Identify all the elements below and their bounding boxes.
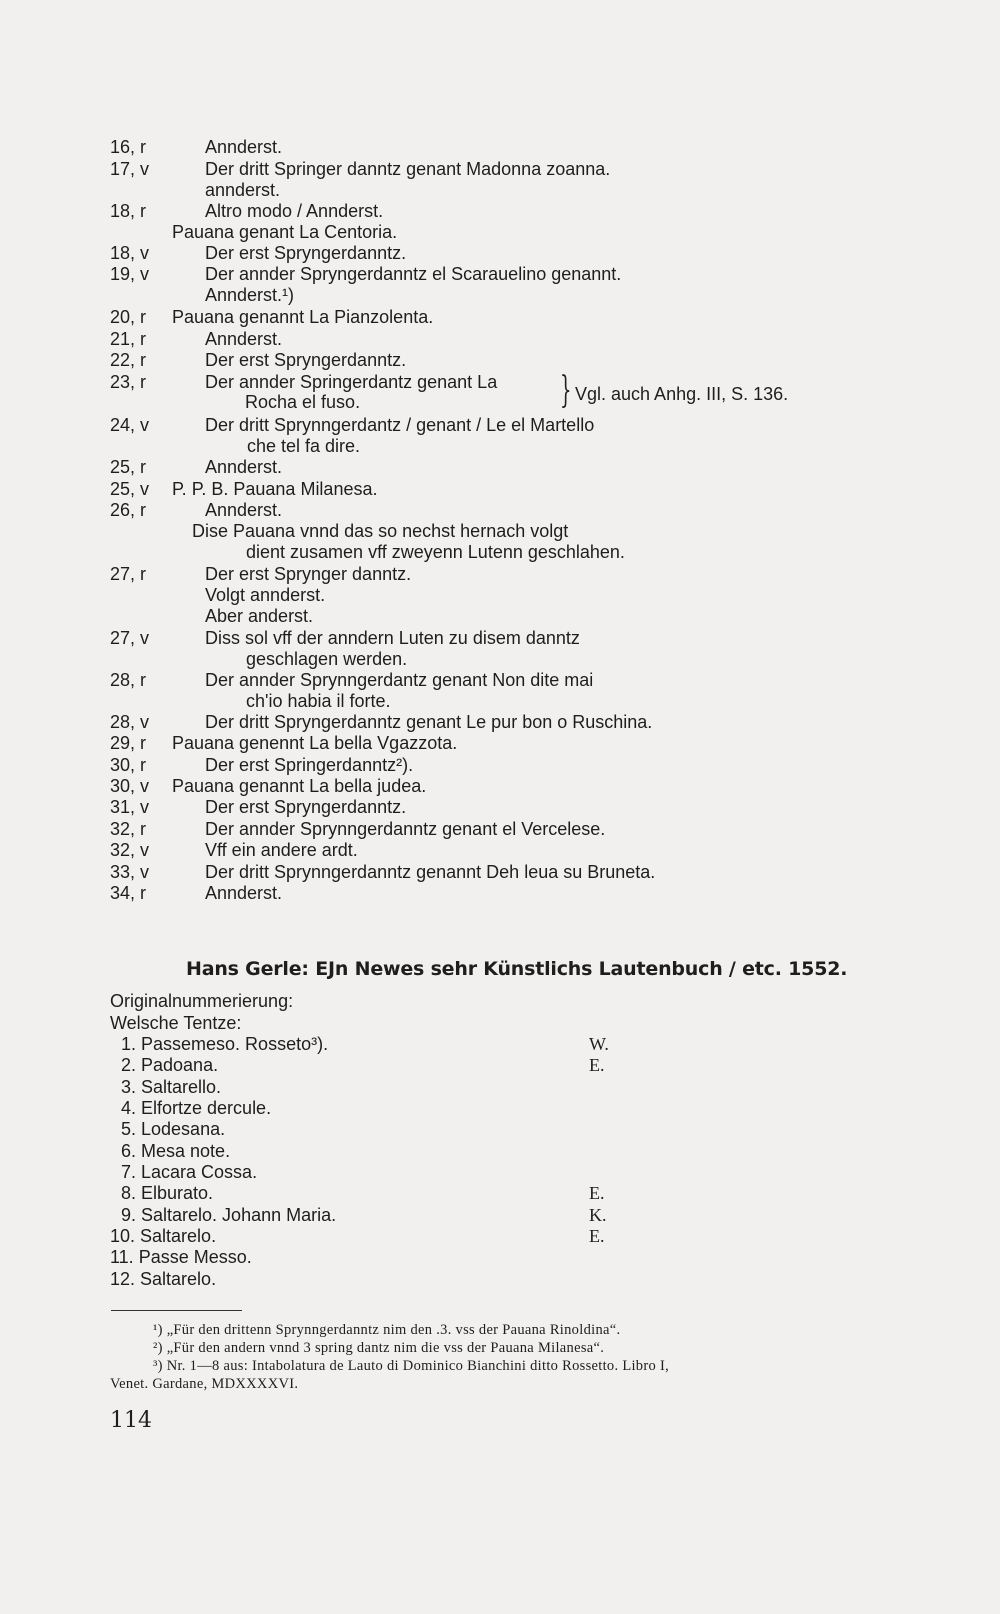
folio-number: 28, r: [110, 670, 147, 690]
entry-text: P. P. B. Pauana Milanesa.: [172, 479, 378, 499]
page-number: 114: [110, 1408, 152, 1433]
source-mark: E.: [589, 1055, 605, 1075]
list-item: 6. Mesa note.: [121, 1141, 231, 1161]
folio-number: 19, v: [110, 264, 150, 284]
folio-number: 29, r: [110, 733, 147, 753]
entry-text: Vff ein andere ardt.: [205, 840, 358, 860]
entry-text: Diss sol vff der anndern Luten zu disem danntz: [205, 628, 580, 648]
source-mark: K.: [589, 1205, 607, 1225]
folio-number: 26, r: [110, 500, 147, 520]
folio-number: 33, v: [110, 862, 150, 882]
folio-number: 24, v: [110, 415, 150, 435]
footnote-3-continued: Venet. Gardane, MDXXXXVI.: [110, 1376, 299, 1392]
entry-text: Annderst.: [205, 457, 283, 477]
list-item: 5. Lodesana.: [121, 1119, 226, 1139]
folio-number: 21, r: [110, 329, 147, 349]
list-item: 4. Elfortze dercule.: [121, 1098, 272, 1118]
footnote-2: ²) „Für den andern vnnd 3 spring dantz nim die vss der Pauana Milanesa“.: [153, 1340, 605, 1356]
list-item: 2. Padoana.: [121, 1055, 219, 1075]
folio-number: 17, v: [110, 159, 150, 179]
folio-number: 18, r: [110, 201, 147, 221]
entry-text: Der annder Spryngerdanntz el Scarauelino genannt.: [205, 264, 622, 284]
folio-number: 32, r: [110, 819, 147, 839]
entry-text: Der dritt Sprynngerdantz / genant / Le el Martello: [205, 415, 595, 435]
folio-number: 27, v: [110, 628, 150, 648]
entry-text: Pauana genannt La Pianzolenta.: [172, 307, 434, 327]
entry-text: ch'io habia il forte.: [246, 691, 391, 711]
folio-number: 32, v: [110, 840, 150, 860]
footnote-divider: [111, 1310, 242, 1311]
entry-text: Volgt annderst.: [205, 585, 326, 605]
entry-text: Der dritt Springer danntz genant Madonna zoanna.: [205, 159, 611, 179]
entry-text: annderst.: [205, 180, 281, 200]
folio-number: 23, r: [110, 372, 147, 392]
entry-text: Annderst.: [205, 500, 283, 520]
entry-text: Der erst Spryngerdanntz.: [205, 350, 407, 370]
list-item: 7. Lacara Cossa.: [121, 1162, 258, 1182]
list-item: 3. Saltarello.: [121, 1077, 222, 1097]
list-item: 1. Passemeso. Rosseto³).: [121, 1034, 329, 1054]
entry-text: Annderst.: [205, 329, 283, 349]
folio-number: 16, r: [110, 137, 147, 157]
section-subtitle: Originalnummerierung:: [110, 991, 294, 1011]
entry-text: Annderst.: [205, 137, 283, 157]
brace-icon: }: [560, 370, 572, 411]
section-subtitle: Welsche Tentze:: [110, 1013, 242, 1033]
source-mark: E.: [589, 1183, 605, 1203]
entry-text: Der erst Spryngerdanntz.: [205, 243, 407, 263]
footnote-1: ¹) „Für den drittenn Sprynngerdanntz nim den .3. vss der Pauana Rinoldina“.: [153, 1322, 621, 1338]
folio-number: 25, r: [110, 457, 147, 477]
entry-text: Dise Pauana vnnd das so nechst hernach volgt: [192, 521, 569, 541]
entry-text: Der erst Sprynger danntz.: [205, 564, 412, 584]
folio-number: 34, r: [110, 883, 147, 903]
list-item: 12. Saltarelo.: [110, 1269, 217, 1289]
list-item: 10. Saltarelo.: [110, 1226, 217, 1246]
entry-text: Der erst Springerdanntz²).: [205, 755, 414, 775]
entry-text: Altro modo / Annderst.: [205, 201, 384, 221]
entry-text: Annderst.¹): [205, 285, 295, 305]
cross-reference: Vgl. auch Anhg. III, S. 136.: [575, 384, 789, 404]
entry-text: Der annder Sprynngerdantz genant Non dite mai: [205, 670, 594, 690]
entry-text: Der dritt Spryngerdanntz genant Le pur bon o Ruschina.: [205, 712, 653, 732]
folio-number: 20, r: [110, 307, 147, 327]
folio-number: 25, v: [110, 479, 150, 499]
entry-text: Der annder Sprynngerdanntz genant el Vercelese.: [205, 819, 606, 839]
entry-text: che tel fa dire.: [247, 436, 361, 456]
folio-number: 22, r: [110, 350, 147, 370]
folio-number: 27, r: [110, 564, 147, 584]
entry-text: Der erst Spryngerdanntz.: [205, 797, 407, 817]
folio-number: 28, v: [110, 712, 150, 732]
folio-number: 30, v: [110, 776, 150, 796]
entry-text: Rocha el fuso.: [245, 392, 361, 412]
entry-text: Pauana genant La Centoria.: [172, 222, 398, 242]
entry-text: geschlagen werden.: [246, 649, 408, 669]
folio-number: 18, v: [110, 243, 150, 263]
footnote-3: ³) Nr. 1—8 aus: Intabolatura de Lauto di Dominico Bianchini ditto Rossetto. Libro I,: [153, 1358, 670, 1374]
folio-number: 31, v: [110, 797, 150, 817]
entry-text: dient zusamen vff zweyenn Lutenn geschlahen.: [246, 542, 625, 562]
section-title: Hans Gerle: EJn Newes sehr Künstlichs Lautenbuch / etc. 1552.: [186, 958, 848, 980]
list-item: 8. Elburato.: [121, 1183, 214, 1203]
list-item: 11. Passe Messo.: [110, 1247, 252, 1267]
folio-number: 30, r: [110, 755, 147, 775]
source-mark: E.: [589, 1226, 605, 1246]
entry-text: Der annder Springerdantz genant La: [205, 372, 498, 392]
entry-text: Pauana genannt La bella judea.: [172, 776, 427, 796]
entry-text: Pauana genennt La bella Vgazzota.: [172, 733, 458, 753]
entry-text: Der dritt Sprynngerdanntz genannt Deh leua su Bruneta.: [205, 862, 656, 882]
source-mark: W.: [589, 1034, 609, 1054]
entry-text: Aber anderst.: [205, 606, 314, 626]
list-item: 9. Saltarelo. Johann Maria.: [121, 1205, 337, 1225]
entry-text: Annderst.: [205, 883, 283, 903]
